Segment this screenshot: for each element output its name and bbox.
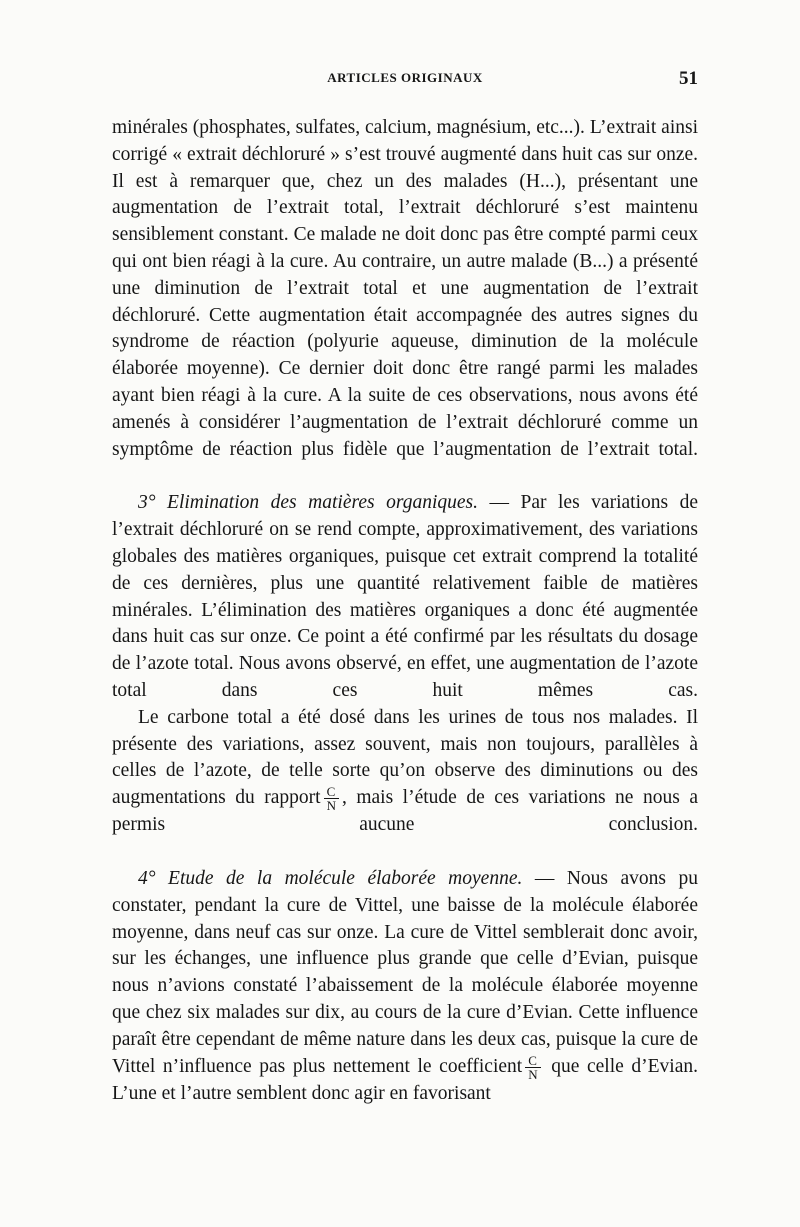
section-heading-4: 4° Etude de la molécule élaborée moyenne.: [138, 867, 523, 889]
paragraph-text: que celle d’Evian. L’une et l’autre semblent donc agir en favorisant: [112, 1055, 699, 1104]
paragraph-text: , mais l’étude de ces variations ne nous a permis aucune conclusion.: [112, 787, 698, 836]
page-number: 51: [679, 68, 698, 89]
paragraph-text: — Nous avons pu constater, pendant la cure de Vittel, une baisse de la molécule élaborée moyenne, dans neuf cas sur onze. La cure de Vittel semblerait donc avoir, sur les échanges, une influence plus grande que celle d’Evian, puisque nous n’avions constaté l’abaissement de la molécule élaborée moyenne que chez six malades sur dix, au cours de la cure d’Evian. Cette influence paraît être cependant de même nature dans les deux cas, puisque la cure de Vittel n’influence pas plus nettement le coefficient: [112, 867, 698, 1077]
body-text: [112, 115, 698, 1107]
fraction-numerator: C: [525, 1054, 540, 1068]
paragraph-gap: [112, 839, 698, 866]
section-heading-3: 3° Elimination des matières organiques.: [138, 492, 478, 514]
fraction-c-n: [324, 785, 339, 812]
paragraph-text: Le carbone total a été dosé dans les urines de tous nos malades. Il présente des variations, assez souvent, mais non toujours, parallèles à celles de l’azote, de telle sorte qu’on observe des diminutions ou des augmentations du rapport: [112, 706, 698, 809]
paragraph-matieres-organiques: [112, 490, 698, 704]
paragraph-carbone-total: [112, 705, 698, 839]
paragraph-molecule-elaboree: [112, 866, 698, 1107]
fraction-denominator: N: [326, 798, 336, 814]
running-title: ARTICLES ORIGINAUX: [327, 70, 483, 85]
fraction-numerator: C: [324, 785, 339, 799]
running-head: [112, 68, 698, 92]
paragraph-gap: [112, 463, 698, 490]
paragraph-extrait: minérales (phosphates, sulfates, calcium, magnésium, etc...). L’extrait ainsi corrigé « extrait déchloruré » s’est trouvé augmenté dans huit cas sur onze. Il est à remarquer que, chez un des malades (H...), présentant une augmentation de l’extrait total, l’extrait déchloruré s’est maintenu sensiblement constant. Ce malade ne doit donc pas être compté parmi ceux qui ont bien réagi à la cure. Au contraire, un autre malade (B...) a présenté une diminution de l’extrait total et une augmentation de l’extrait déchloruré. Cette augmentation était accompagnée des autres signes du syndrome de réaction (polyurie aqueuse, diminution de la molécule élaborée moyenne). Ce dernier doit donc être rangé parmi les malades ayant bien réagi à la cure. A la suite de ces observations, nous avons été amenés à considérer l’augmentation de l’extrait déchloruré comme un symptôme de réaction plus fidèle que l’augmentation de l’extrait total.: [112, 117, 698, 460]
fraction-c-n: [525, 1054, 540, 1081]
paragraph-text: — Par les variations de l’extrait déchloruré on se rend compte, approximativement, des variations globales des matières organiques, puisque cet extrait comprend la totalité de ces dernières, plus une quantité relativement faible de matières minérales. L’élimination des matières organiques a donc été augmentée dans huit cas sur onze. Ce point a été confirmé par les résultats du dosage de l’azote total. Nous avons observé, en effet, une augmentation de l’azote total dans ces huit mêmes cas.: [112, 492, 698, 701]
fraction-denominator: N: [528, 1066, 538, 1082]
